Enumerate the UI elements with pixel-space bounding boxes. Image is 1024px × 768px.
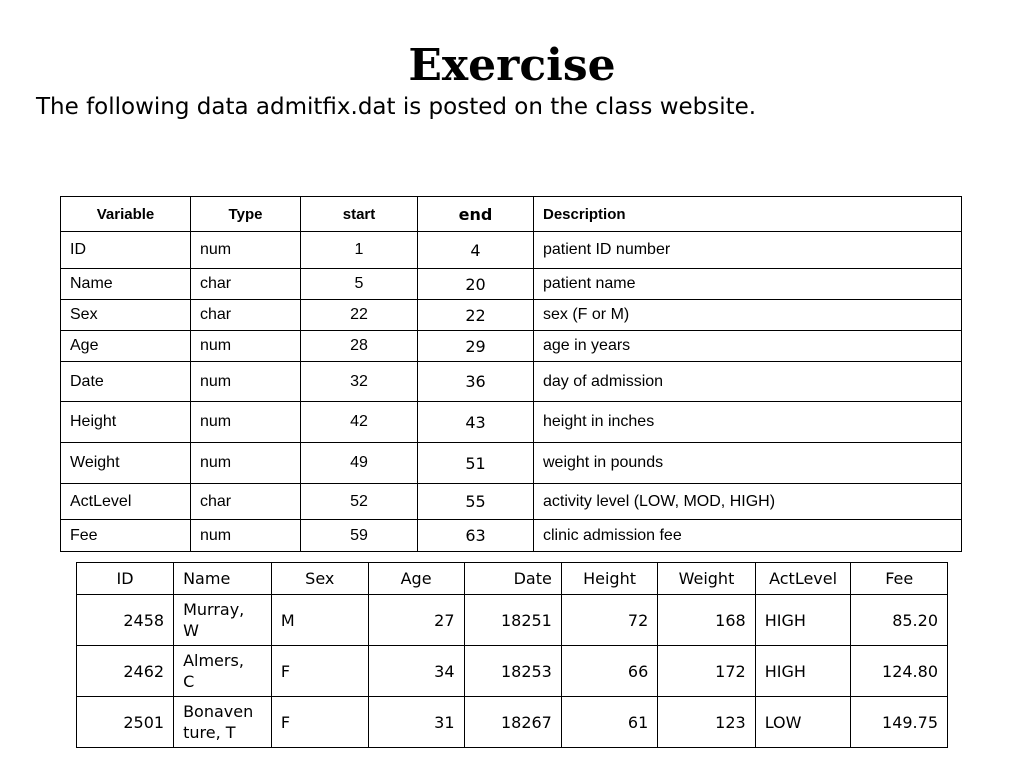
cell-sex: F	[271, 646, 368, 697]
cell-end: 29	[418, 331, 534, 362]
header-id: ID	[77, 563, 174, 595]
name-line-2: W	[183, 621, 199, 640]
cell-weight: 168	[658, 595, 755, 646]
cell-start: 32	[301, 362, 418, 402]
cell-fee: 85.20	[851, 595, 948, 646]
header-weight: Weight	[658, 563, 755, 595]
cell-end: 63	[418, 520, 534, 552]
cell-description: age in years	[534, 331, 962, 362]
variables-table-header-row	[61, 197, 962, 232]
cell-variable: Weight	[61, 443, 191, 484]
cell-variable: Age	[61, 331, 191, 362]
cell-weight: 172	[658, 646, 755, 697]
cell-id: 2462	[77, 646, 174, 697]
cell-description: patient ID number	[534, 232, 962, 269]
header-fee: Fee	[851, 563, 948, 595]
cell-description: sex (F or M)	[534, 300, 962, 331]
cell-fee: 124.80	[851, 646, 948, 697]
header-description: Description	[534, 197, 962, 232]
cell-variable: Name	[61, 269, 191, 300]
table-row	[61, 520, 962, 552]
cell-description: height in inches	[534, 402, 962, 443]
cell-start: 49	[301, 443, 418, 484]
cell-age: 31	[368, 697, 464, 748]
cell-type: char	[191, 269, 301, 300]
cell-variable: ID	[61, 232, 191, 269]
name-line-1: Murray,	[183, 600, 245, 619]
table-row	[77, 697, 948, 748]
table-row	[77, 595, 948, 646]
cell-start: 52	[301, 484, 418, 520]
cell-name	[174, 646, 272, 697]
cell-type: char	[191, 300, 301, 331]
cell-start: 42	[301, 402, 418, 443]
header-height: Height	[561, 563, 657, 595]
name-line-2: C	[183, 672, 195, 691]
cell-end: 55	[418, 484, 534, 520]
cell-actlevel: HIGH	[755, 595, 851, 646]
cell-weight: 123	[658, 697, 755, 748]
cell-variable: Sex	[61, 300, 191, 331]
cell-type: num	[191, 443, 301, 484]
table-row	[61, 362, 962, 402]
name-line-1: Almers,	[183, 651, 244, 670]
cell-description: clinic admission fee	[534, 520, 962, 552]
cell-date: 18253	[464, 646, 561, 697]
cell-name	[174, 697, 272, 748]
cell-id: 2458	[77, 595, 174, 646]
header-end: end	[418, 197, 534, 232]
table-row	[61, 443, 962, 484]
variables-table	[60, 196, 962, 552]
cell-end: 4	[418, 232, 534, 269]
header-variable: Variable	[61, 197, 191, 232]
data-table-header-row	[77, 563, 948, 595]
cell-sex: M	[271, 595, 368, 646]
cell-date: 18251	[464, 595, 561, 646]
cell-date: 18267	[464, 697, 561, 748]
cell-type: num	[191, 331, 301, 362]
table-row	[61, 484, 962, 520]
cell-end: 43	[418, 402, 534, 443]
header-actlevel: ActLevel	[755, 563, 851, 595]
header-start: start	[301, 197, 418, 232]
header-age: Age	[368, 563, 464, 595]
header-date: Date	[464, 563, 561, 595]
cell-start: 1	[301, 232, 418, 269]
cell-variable: ActLevel	[61, 484, 191, 520]
slide-subtitle: The following data admitfix.dat is posted on the class website.	[36, 94, 757, 120]
cell-type: num	[191, 362, 301, 402]
cell-description: patient name	[534, 269, 962, 300]
slide-title: Exercise	[408, 40, 616, 91]
table-row	[61, 331, 962, 362]
cell-end: 22	[418, 300, 534, 331]
cell-age: 34	[368, 646, 464, 697]
table-row	[61, 300, 962, 331]
cell-start: 59	[301, 520, 418, 552]
cell-description: day of admission	[534, 362, 962, 402]
name-line-1: Bonaven	[183, 702, 254, 721]
cell-type: num	[191, 520, 301, 552]
cell-end: 20	[418, 269, 534, 300]
header-sex: Sex	[271, 563, 368, 595]
name-line-2: ture, T	[183, 723, 236, 742]
cell-id: 2501	[77, 697, 174, 748]
cell-type: num	[191, 402, 301, 443]
cell-description: weight in pounds	[534, 443, 962, 484]
cell-description: activity level (LOW, MOD, HIGH)	[534, 484, 962, 520]
cell-variable: Height	[61, 402, 191, 443]
cell-start: 22	[301, 300, 418, 331]
cell-actlevel: LOW	[755, 697, 851, 748]
cell-sex: F	[271, 697, 368, 748]
cell-fee: 149.75	[851, 697, 948, 748]
cell-height: 72	[561, 595, 657, 646]
cell-end: 36	[418, 362, 534, 402]
cell-end: 51	[418, 443, 534, 484]
header-name: Name	[174, 563, 272, 595]
cell-height: 61	[561, 697, 657, 748]
header-type: Type	[191, 197, 301, 232]
patient-data-table	[76, 562, 948, 748]
cell-name	[174, 595, 272, 646]
cell-age: 27	[368, 595, 464, 646]
cell-start: 5	[301, 269, 418, 300]
cell-actlevel: HIGH	[755, 646, 851, 697]
table-row	[77, 646, 948, 697]
cell-type: num	[191, 232, 301, 269]
cell-start: 28	[301, 331, 418, 362]
cell-variable: Fee	[61, 520, 191, 552]
table-row	[61, 402, 962, 443]
cell-type: char	[191, 484, 301, 520]
cell-variable: Date	[61, 362, 191, 402]
cell-height: 66	[561, 646, 657, 697]
table-row	[61, 232, 962, 269]
table-row	[61, 269, 962, 300]
